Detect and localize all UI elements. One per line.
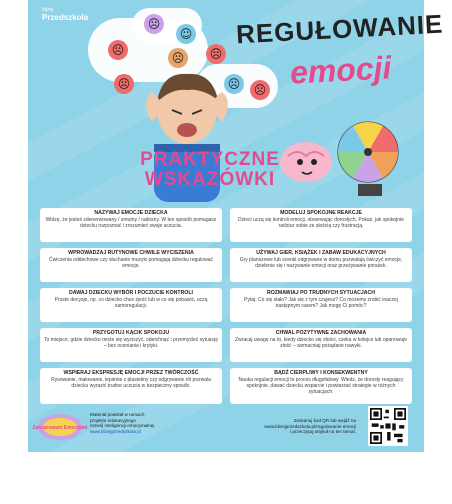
annoyed-face-icon: ☹ xyxy=(250,80,270,100)
tip-card-text: To miejsce, gdzie dziecko może się wyciszyć, odetchnąć i przemyśleć sytuację – bez oceniania i krytyki. xyxy=(44,337,218,350)
tip-card xyxy=(40,368,222,404)
tip-card-text: Dzieci uczą się kontroli emocji, obserwując dorosłych. Pokaż, jak spokojnie radzisz sobie ze złością czy frustracją. xyxy=(238,217,404,230)
tip-card-title: MODELUJ SPOKOJNE REAKCJE xyxy=(280,210,362,216)
crying-face-icon: ☹ xyxy=(114,74,134,94)
qr-info-line: Zeskanuj kod QR lub wejdź na xyxy=(293,418,356,423)
calm-face-icon: ☺ xyxy=(176,24,196,44)
tip-card xyxy=(230,288,412,322)
tip-card-title: ROZMAWIAJ PO TRUDNYCH SYTUACJACH xyxy=(266,290,376,296)
tip-card xyxy=(230,368,412,404)
worried-face-icon: ☹ xyxy=(224,74,244,94)
subtitle xyxy=(140,150,280,190)
subtitle-line1: PRAKTYCZNE xyxy=(140,149,280,170)
tip-card-title: NAZYWAJ EMOCJE DZIECKA xyxy=(94,210,168,216)
brand-line2: Przedszkola xyxy=(42,13,89,22)
sad-face-icon: ☹ xyxy=(144,14,164,34)
tip-card-title: DAWAJ DZIECKU WYBÓR I POCZUCIE KONTROLI xyxy=(69,290,193,296)
tip-card xyxy=(230,248,412,282)
poster xyxy=(28,0,445,452)
furious-face-icon: ☹ xyxy=(206,44,226,64)
angry-face-icon: ☹ xyxy=(108,40,128,60)
title-emotions: emocji xyxy=(289,49,393,91)
project-badge-logo xyxy=(32,412,88,442)
tip-card-text: Nauka regulacji emocji to proces długofalowy. Wiedz, że dorosły reagujący spokojnie, dawać dziecku wsparcie i powtarzać strategie w różnych sytuacjach. xyxy=(238,377,404,396)
qr-info xyxy=(246,418,356,435)
qr-info-link[interactable]: www.blizejprzedszkola.pl/regulowanie-emocji xyxy=(264,423,356,429)
tip-card-text: Gry planszowe lub scenki odgrywane w domu pozwalają ćwiczyć emocje, dzielenie się i nazywanie emocji oraz przeżywanie porażek. xyxy=(239,257,403,270)
tip-card-text: Proste decyzje, np. co dziecko chce zjeść lub w co się pobawić, uczą samoregulacji. xyxy=(54,297,208,310)
footer-left xyxy=(32,408,216,448)
tip-card-title: WSPIERAJ EKSPRESJĘ EMOCJI PRZEZ TWÓRCZOŚĆ xyxy=(63,370,199,376)
badge-text: Zaczarowani Emocjami xyxy=(32,425,88,431)
subtitle-line2: WSKAZÓWKI xyxy=(144,169,276,190)
tip-card-title: BĄDŹ CIERPLIWY I KONSEKWENTNY xyxy=(274,370,368,376)
title-main: REGUŁOWANIE xyxy=(235,8,445,50)
tip-card-title: UŻYWAJ GIER, KSIĄŻEK I ZABAW EDUKACYJNYCH xyxy=(256,250,386,256)
tip-card-title: PRZYGOTUJ KĄCIK SPOKOJU xyxy=(92,330,170,336)
tip-card-text: Rysowanie, malowanie, lepienie z plasteliny czy odgrywanie ról pozwala dziecku wyrazić trudne uczucia w bezpieczny sposób. xyxy=(51,377,211,390)
brain-wheel-illustration xyxy=(258,110,418,200)
tip-card-text: Ćwiczenia oddechowe czy słuchanie muzyki pomagają dziecku regulować emocje. xyxy=(49,257,213,270)
materials-note xyxy=(90,412,154,434)
tip-card-text: Zwracaj uwagę na to, kiedy dziecko się złości, czeka w kolejce lub opanowuje złość – wzmacniaj pożądane nawyki. xyxy=(234,337,408,350)
upset-face-icon: ☹ xyxy=(168,48,188,68)
materials-line: Materiał powstał w ramach xyxy=(90,412,145,417)
brand-line1: bliżej xyxy=(42,7,54,13)
tip-card-text: Pytaj: Co się stało? Jak się z tym czujesz? Co możemy zrobić inaczej następnym razem? Jak mogę Ci pomóc? xyxy=(244,297,398,310)
materials-line: projektu edukacyjnego xyxy=(90,417,136,423)
tip-card-title: WPROWADZAJ RUTYNOWE CHWILE WYCISZENIA xyxy=(68,250,194,256)
brand-logo xyxy=(42,6,88,22)
materials-link[interactable]: www.blizejprzedszkola.pl xyxy=(90,428,141,434)
qr-code[interactable] xyxy=(368,406,408,446)
tip-card xyxy=(40,208,222,242)
tip-card-text: Widzę, że jesteś zdenerwowany / smutny / radosny. W ten sposób pomagasz dziecku rozpoznać i zrozumieć swoje uczucia. xyxy=(45,217,217,230)
qr-info-line: i przeczytaj artykuł na ten temat. xyxy=(290,429,356,435)
tip-card-title: CHWAL POZYTYWNE ZACHOWANIA xyxy=(275,330,367,336)
materials-line: rozwój inteligencji emocjonalnej xyxy=(90,423,155,429)
tip-card xyxy=(230,208,412,242)
tip-card xyxy=(230,328,412,362)
tip-card xyxy=(40,288,222,322)
tip-card xyxy=(40,328,222,362)
tip-card xyxy=(40,248,222,282)
